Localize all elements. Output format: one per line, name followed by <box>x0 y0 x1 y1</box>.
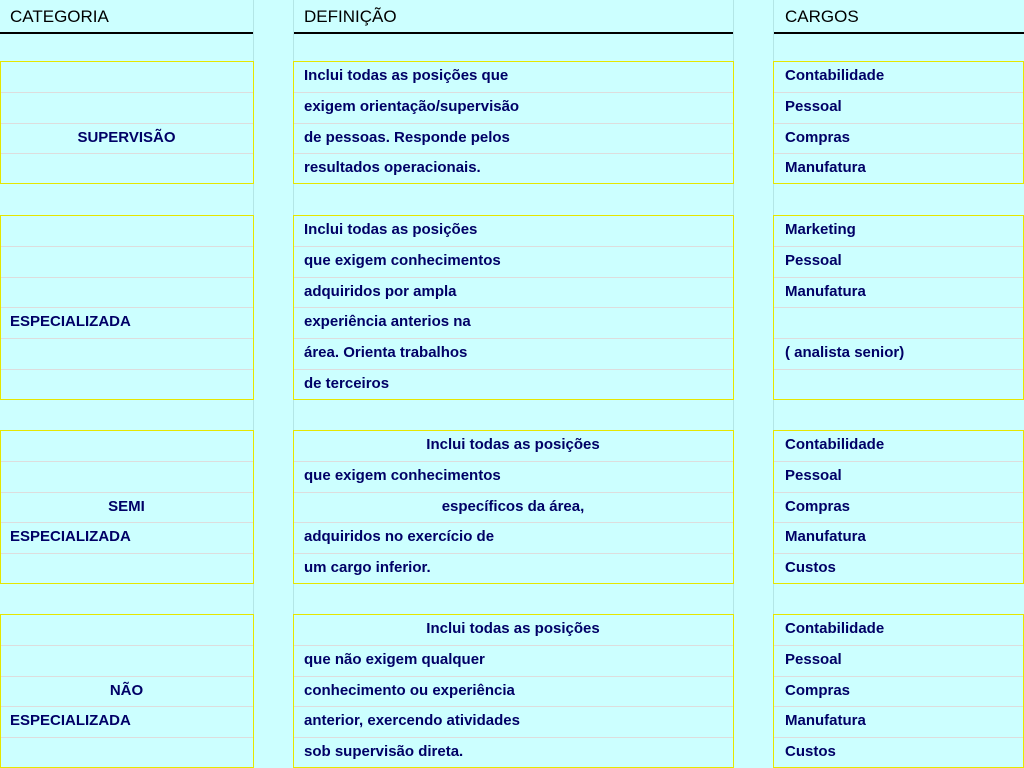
row-divider <box>1 246 253 247</box>
row-divider <box>1 92 253 93</box>
cargo-item[interactable]: Manufatura <box>785 712 866 729</box>
cargo-item[interactable]: Compras <box>785 129 851 146</box>
cargo-item[interactable]: Contabilidade <box>785 620 885 637</box>
cargo-item[interactable]: Manufatura <box>785 283 866 300</box>
row-divider <box>1 277 253 278</box>
category-label[interactable]: ESPECIALIZADA <box>10 712 131 729</box>
definition-line[interactable]: um cargo inferior. <box>304 559 431 576</box>
cargo-item[interactable]: ( analista senior) <box>785 344 905 361</box>
row-divider <box>1 645 253 646</box>
category-label[interactable]: SEMI <box>108 498 145 515</box>
category-label[interactable]: ESPECIALIZADA <box>10 313 131 330</box>
cargo-item[interactable]: Pessoal <box>785 651 842 668</box>
header-underline <box>0 32 253 34</box>
definition-line[interactable]: adquiridos por ampla <box>304 283 457 300</box>
header-underline <box>774 32 1024 34</box>
definition-line[interactable]: anterior, exercendo atividades <box>304 712 520 729</box>
cargo-item[interactable]: Pessoal <box>785 252 842 269</box>
definition-line[interactable]: conhecimento ou experiência <box>304 682 515 699</box>
cargo-item[interactable]: Manufatura <box>785 159 866 176</box>
category-label[interactable]: SUPERVISÃO <box>77 129 176 146</box>
cargo-item[interactable]: Compras <box>785 498 851 515</box>
definition-line[interactable]: experiência anterios na <box>304 313 471 330</box>
definition-line[interactable]: área. Orienta trabalhos <box>304 344 468 361</box>
cargo-item[interactable]: Manufatura <box>785 528 866 545</box>
header-underline <box>294 32 733 34</box>
cargo-item[interactable]: Pessoal <box>785 98 842 115</box>
row-divider <box>774 307 1023 308</box>
row-divider <box>1 737 253 738</box>
cargo-item[interactable]: Compras <box>785 682 851 699</box>
definition-line[interactable]: Inclui todas as posições que <box>304 67 509 84</box>
row-divider <box>1 553 253 554</box>
cargo-item[interactable]: Custos <box>785 743 836 760</box>
definition-line[interactable]: que não exigem qualquer <box>304 651 485 668</box>
definition-line[interactable]: de terceiros <box>304 375 390 392</box>
definition-line[interactable]: adquiridos no exercício de <box>304 528 495 545</box>
definition-line[interactable]: que exigem conhecimentos <box>304 467 501 484</box>
cargo-item[interactable]: Marketing <box>785 221 856 238</box>
definition-line[interactable]: resultados operacionais. <box>304 159 481 176</box>
category-label[interactable]: NÃO <box>109 682 144 699</box>
row-divider <box>1 461 253 462</box>
row-divider <box>1 153 253 154</box>
cargo-item[interactable]: Custos <box>785 559 836 576</box>
cargo-item[interactable]: Contabilidade <box>785 436 885 453</box>
row-divider <box>1 338 253 339</box>
definition-line[interactable]: exigem orientação/supervisão <box>304 98 520 115</box>
header-definicao[interactable]: DEFINIÇÃO <box>304 7 397 26</box>
definition-line[interactable]: sob supervisão direta. <box>304 743 464 760</box>
definition-line[interactable]: Inclui todas as posições <box>426 620 600 637</box>
definition-line[interactable]: específicos da área, <box>441 498 585 515</box>
definition-line[interactable]: de pessoas. Responde pelos <box>304 129 510 146</box>
header-categoria[interactable]: CATEGORIA <box>10 7 109 26</box>
definition-line[interactable]: que exigem conhecimentos <box>304 252 501 269</box>
cargo-item[interactable]: Contabilidade <box>785 67 885 84</box>
row-divider <box>774 369 1023 370</box>
definition-line[interactable]: Inclui todas as posições <box>304 221 478 238</box>
category-label[interactable]: ESPECIALIZADA <box>10 528 131 545</box>
definition-line[interactable]: Inclui todas as posições <box>426 436 600 453</box>
cargo-item[interactable]: Pessoal <box>785 467 842 484</box>
row-divider <box>1 369 253 370</box>
header-cargos[interactable]: CARGOS <box>785 7 859 26</box>
